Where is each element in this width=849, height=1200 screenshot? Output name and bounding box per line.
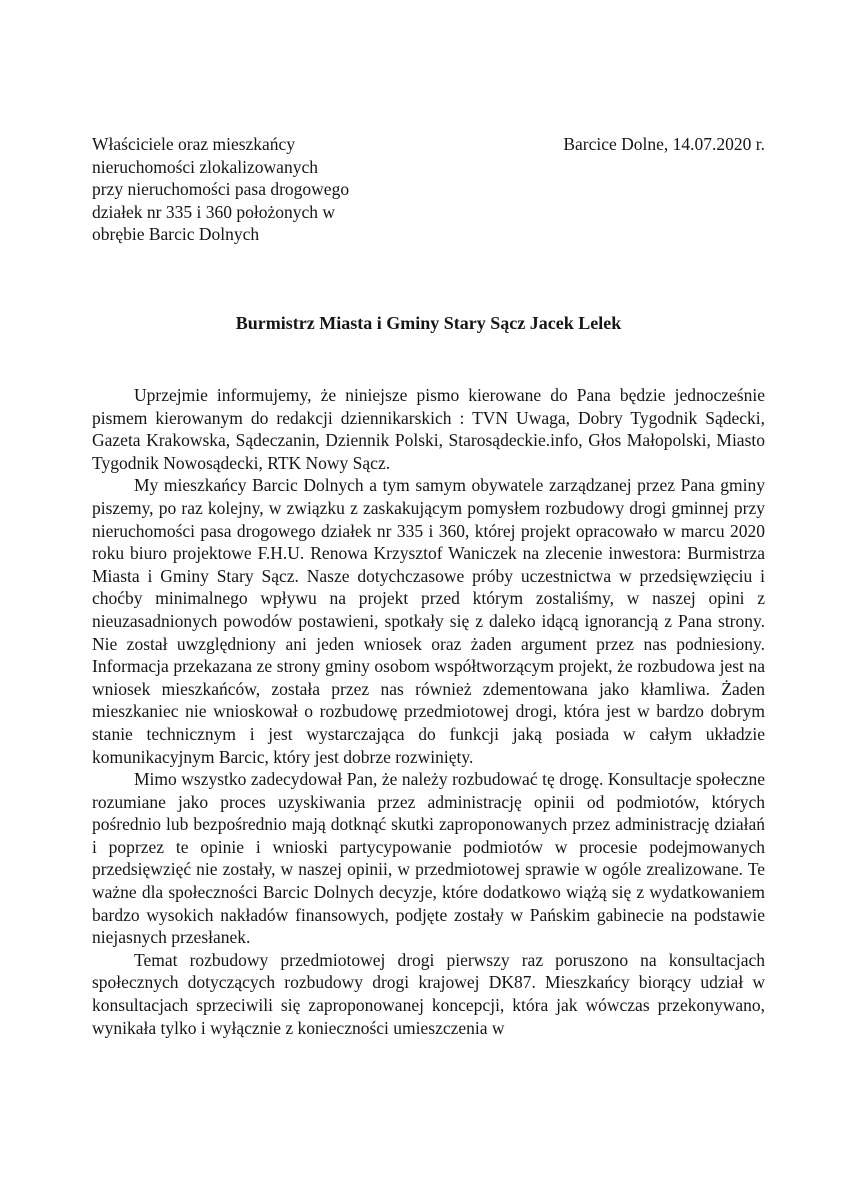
letter-body <box>92 384 765 1039</box>
letter-title: Burmistrz Miasta i Gminy Stary Sącz Jacek Lelek <box>235 312 622 333</box>
addressee-line: przy nieruchomości pasa drogowego <box>92 179 350 199</box>
addressee-line: działek nr 335 i 360 położonych w <box>92 201 336 222</box>
addressee-line: nieruchomości zlokalizowanych <box>92 156 318 177</box>
addressee-block <box>92 133 402 246</box>
letter-header <box>92 133 765 246</box>
paragraph-4: Temat rozbudowy przedmiotowej drogi pierwszy raz poruszono na konsultacjach społecznych dotyczących rozbudowy drogi krajowej DK87. Mieszkańcy biorący udział w konsultacjach sprzeciwili się zaproponowanej koncepcji, która jak wówczas przekonywano, wynikała tylko i wyłącznie z konieczności umieszczenia w <box>92 949 765 1038</box>
paragraph-1: Uprzejmie informujemy, że niniejsze pismo kierowane do Pana będzie jednocześnie pismem kierowanym do redakcji dziennikarskich : TVN Uwaga, Dobry Tygodnik Sądecki, Gazeta Krakowska, Sądeczanin, Dziennik Polski, Starosądeckie.info, Głos Małopolski, Miasto Tygodnik Nowosądecki, RTK Nowy Sącz. <box>92 385 765 473</box>
paragraph-3: Mimo wszystko zadecydował Pan, że należy rozbudować tę drogę. Konsultacje społeczne rozumiane jako proces uzyskiwania przez administrację opinii od podmiotów, których pośrednio lub bezpośrednio mają dotknąć skutki zaproponowanych przez administrację działań i poprzez te opinie i wnioski partycypowanie podmiotów w procesie podejmowanych przedsięwzięć nie zostały, w naszej opinii, w przedmiotowej sprawie w ogóle zrealizowane. Te ważne dla społeczności Barcic Dolnych decyzje, które dodatkowo wiążą się z wydatkowaniem bardzo wysokich nakładów finansowych, podjęte zostały w Pańskim gabinecie na podstawie niejasnych przesłanek. <box>92 769 765 948</box>
date-line: Barcice Dolne, 14.07.2020 r. <box>563 134 765 154</box>
addressee-line: Właściciele oraz mieszkańcy <box>92 134 296 154</box>
addressee-line: obrębie Barcic Dolnych <box>92 224 260 244</box>
letter-content <box>92 0 765 1039</box>
paragraph-2: My mieszkańcy Barcic Dolnych a tym samym obywatele zarządzanej przez Pana gminy piszemy, po raz kolejny, w związku z zaskakującym pomysłem rozbudowy drogi gminnej przy nieruchomości pasa drogowego działek nr 335 i 360, której projekt opracowało w marcu 2020 roku biuro projektowe F.H.U. Renowa Krzysztof Waniczek na zlecenie inwestora: Burmistrza Miasta i Gminy Stary Sącz. Nasze dotychczasowe próby uczestnictwa w przedsięwzięciu i choćby minimalnego wpływu na projekt przed którym zostaliśmy, w naszej opini z nieuzasadnionych powodów postawieni, spotkały się z daleko idącą ignorancją z Pana strony. Nie został uwzględniony ani jeden wniosek oraz żaden argument przez nas podniesiony. Informacja przekazana ze strony gminy osobom współtworzącym projekt, że rozbudowa jest na wniosek mieszkańców, została przez nas również zdementowana jako kłamliwa. Żaden mieszkaniec nie wnioskował o rozbudowę przedmiotowej drogi, która jest w bardzo dobrym stanie technicznym i jest wystarczająca do funkcji jaką posiada w całym układzie komunikacyjnym Barcic, który jest dobrze rozwinięty. <box>92 475 765 767</box>
